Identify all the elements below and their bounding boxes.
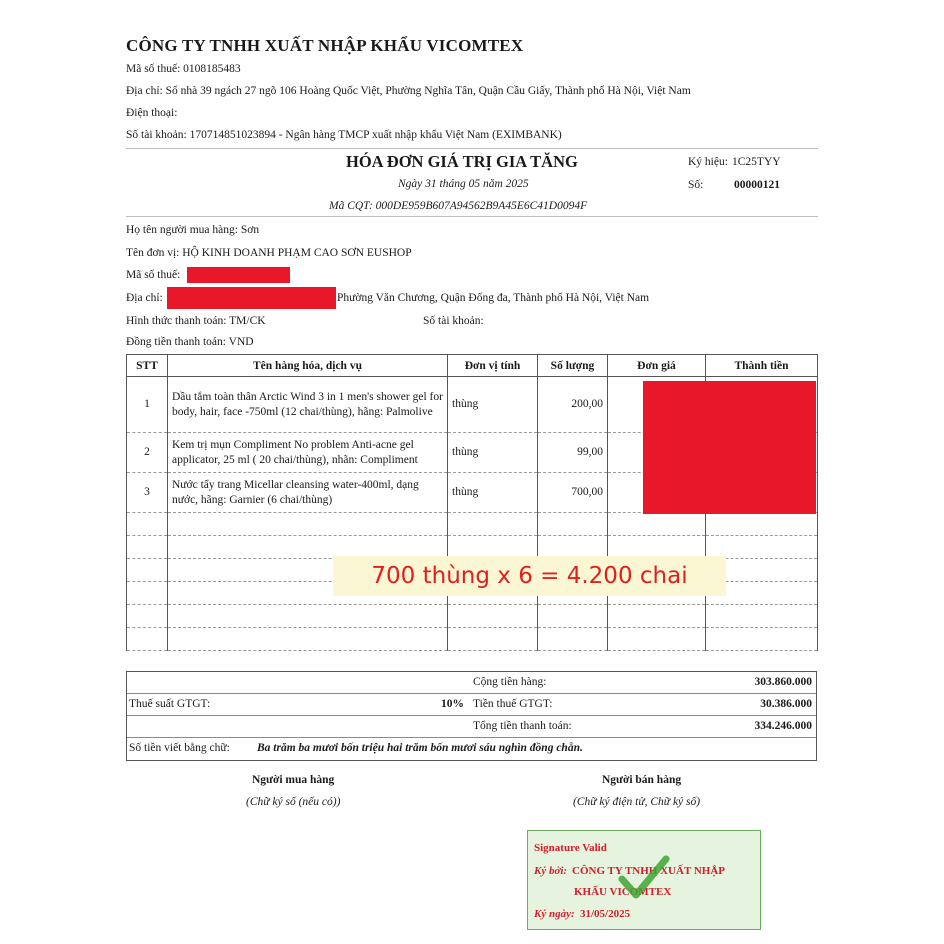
stamp-signer-line2: KHẨU VICOMTEX [574, 886, 672, 898]
subtotal-row [127, 672, 816, 694]
total-row [127, 716, 816, 738]
buyer-signature-title: Người mua hàng [252, 774, 335, 786]
title-divider [126, 216, 818, 217]
row-name: Nước tẩy trang Micellar cleansing water-400ml, dạng nước, hãng: Garnier (6 chai/thùng) [168, 473, 448, 513]
row-qty: 99,00 [538, 433, 608, 473]
total-value: 334.246.000 [754, 720, 812, 732]
row-unit: thùng [448, 377, 538, 433]
row-unit: thùng [448, 473, 538, 513]
annotation-note: 700 thùng x 6 = 4.200 chai [333, 556, 726, 596]
checkmark-icon [618, 853, 670, 901]
col-header-qty: Số lượng [538, 355, 608, 377]
total-label: Tổng tiền thanh toán: [473, 720, 572, 732]
vat-rate-value: 10% [441, 698, 464, 710]
subtotal-value: 303.860.000 [754, 676, 812, 688]
buyer-name: Họ tên người mua hàng: Sơn [126, 224, 260, 236]
row-qty: 700,00 [538, 473, 608, 513]
seller-tax-code: Mã số thuế: 0108185483 [126, 63, 241, 75]
digital-signature-stamp [527, 830, 761, 930]
table-row-empty [127, 628, 818, 651]
buyer-tax-label: Mã số thuế: [126, 269, 181, 281]
seller-address: Địa chỉ: Số nhà 39 ngách 27 ngõ 106 Hoàng Quốc Việt, Phường Nghĩa Tân, Quận Cầu Giấy, Thành phố Hà Nội, Việt Nam [126, 85, 691, 97]
stamp-date-label: Ký ngày: [534, 908, 575, 920]
invoice-cqt-code: Mã CQT: 000DE959B607A94562B9A45E6C41D0094F [329, 200, 588, 212]
row-unit: thùng [448, 433, 538, 473]
subtotal-label: Cộng tiền hàng: [473, 676, 547, 688]
row-stt: 2 [127, 433, 168, 473]
redacted-prices [643, 381, 816, 514]
seller-signature-title: Người bán hàng [602, 774, 682, 786]
table-header-row [127, 355, 818, 377]
row-qty: 200,00 [538, 377, 608, 433]
header-divider [126, 148, 818, 149]
invoice-title: HÓA ĐƠN GIÁ TRỊ GIA TĂNG [346, 152, 578, 171]
stamp-signer-label: Ký bởi: [534, 865, 568, 877]
buyer-unit: Tên đơn vị: HỘ KINH DOANH PHẠM CAO SƠN EUSHOP [126, 247, 412, 259]
buyer-address-tail: Phường Văn Chương, Quận Đống đa, Thành phố Hà Nội, Việt Nam [337, 292, 650, 304]
col-header-stt: STT [127, 355, 168, 377]
stamp-signer-line1: CÔNG TY TNHH XUẤT NHẬP [572, 865, 726, 877]
invoice-number-value: 00000121 [734, 179, 780, 191]
redacted-tax-code [187, 267, 290, 283]
invoice-symbol-value: 1C25TYY [732, 156, 781, 168]
row-stt: 3 [127, 473, 168, 513]
col-header-name: Tên hàng hóa, dịch vụ [168, 355, 448, 377]
row-stt: 1 [127, 377, 168, 433]
amount-in-words-row [127, 738, 816, 760]
table-row-empty [127, 605, 818, 628]
invoice-symbol-label: Ký hiệu: [688, 156, 728, 168]
seller-bank-account: Số tài khoản: 170714851023894 - Ngân hàng TMCP xuất nhập khẩu Việt Nam (EXIMBANK) [126, 129, 562, 141]
buyer-currency: Đồng tiền thanh toán: VND [126, 336, 254, 348]
col-header-unit: Đơn vị tính [448, 355, 538, 377]
redacted-address [167, 287, 336, 309]
totals-block [126, 671, 817, 761]
vat-amount-label: Tiền thuế GTGT: [473, 698, 553, 710]
table-row-empty [127, 513, 818, 536]
vat-rate-label: Thuế suất GTGT: [129, 698, 211, 710]
stamp-date: 31/05/2025 [580, 908, 631, 920]
buyer-signature-note: (Chữ ký số (nếu có)) [246, 796, 341, 808]
buyer-account-label: Số tài khoản: [423, 315, 484, 327]
col-header-amount: Thành tiền [706, 355, 818, 377]
stamp-status: Signature Valid [534, 842, 607, 854]
amount-in-words-label: Số tiền viết bằng chữ: [129, 742, 230, 754]
amount-in-words: Ba trăm ba mươi bốn triệu hai trăm bốn mươi sáu nghìn đồng chẵn. [257, 742, 583, 754]
vat-amount-value: 30.386.000 [760, 698, 812, 710]
seller-signature-note: (Chữ ký điện tử, Chữ ký số) [573, 796, 701, 808]
invoice-number-label: Số: [688, 179, 704, 191]
row-name: Kem trị mụn Compliment No problem Anti-acne gel applicator, 25 ml ( 20 chai/thùng), nhãn: Compliment [168, 433, 448, 473]
buyer-payment-method: Hình thức thanh toán: TM/CK [126, 315, 266, 327]
seller-phone: Điện thoại: [126, 107, 178, 119]
invoice-date: Ngày 31 tháng 05 năm 2025 [398, 178, 529, 190]
row-name: Dầu tắm toàn thân Arctic Wind 3 in 1 men's shower gel for body, hair, face -750ml (12 chai/thùng), hãng: Palmolive [168, 377, 448, 433]
buyer-address-label: Địa chỉ: [126, 292, 163, 304]
seller-company-name: CÔNG TY TNHH XUẤT NHẬP KHẨU VICOMTEX [126, 36, 524, 55]
col-header-price: Đơn giá [608, 355, 706, 377]
vat-row [127, 694, 816, 716]
